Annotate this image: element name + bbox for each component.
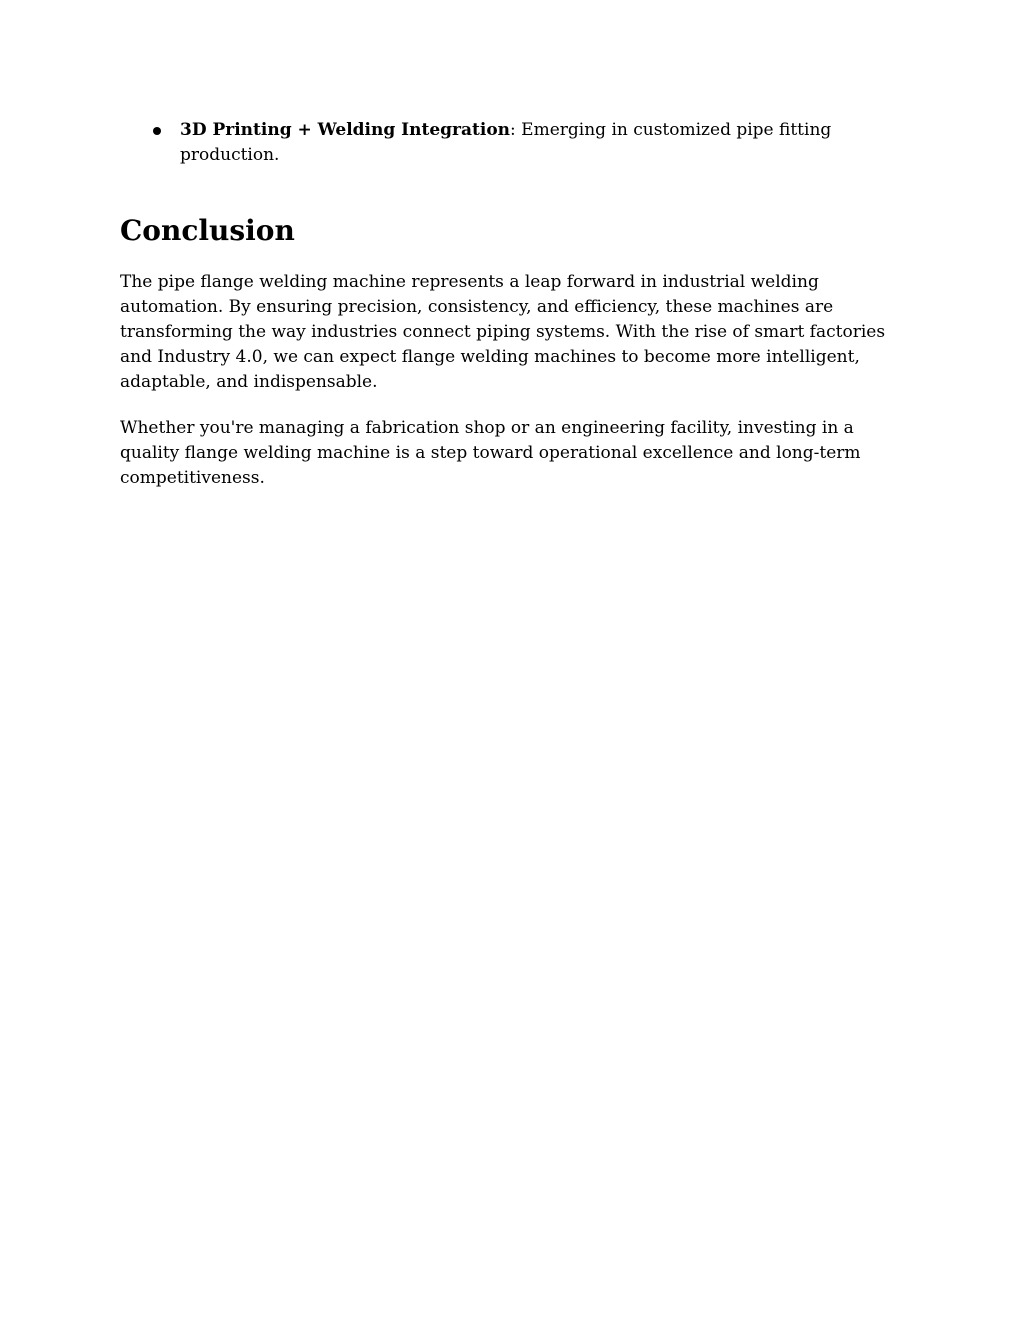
bullet-item-3d-printing	[120, 118, 910, 168]
conclusion-heading: Conclusion	[120, 214, 295, 247]
bullet-text: Emerging in customized pipe fitting production.	[180, 120, 832, 165]
document-content	[120, 118, 910, 491]
bullet-term: 3D Printing + Welding Integration	[180, 120, 511, 140]
conclusion-paragraph-2: Whether you're managing a fabrication shop or an engineering facility, investing in a quality flange welding machine is a step toward operational excellence and long-term competitiveness.	[120, 418, 861, 488]
bullet-list	[120, 118, 910, 168]
conclusion-paragraph-1: The pipe flange welding machine represents a leap forward in industrial welding automation. By ensuring precision, consistency, and efficiency, these machines are transforming the way industries connect piping systems. With the rise of smart factories and Industry 4.0, we can expect flange welding machines to become more intelligent, adaptable, and indispensable.	[120, 272, 886, 392]
bullet-separator: :	[510, 120, 516, 140]
bullet-dot-icon	[153, 127, 161, 135]
